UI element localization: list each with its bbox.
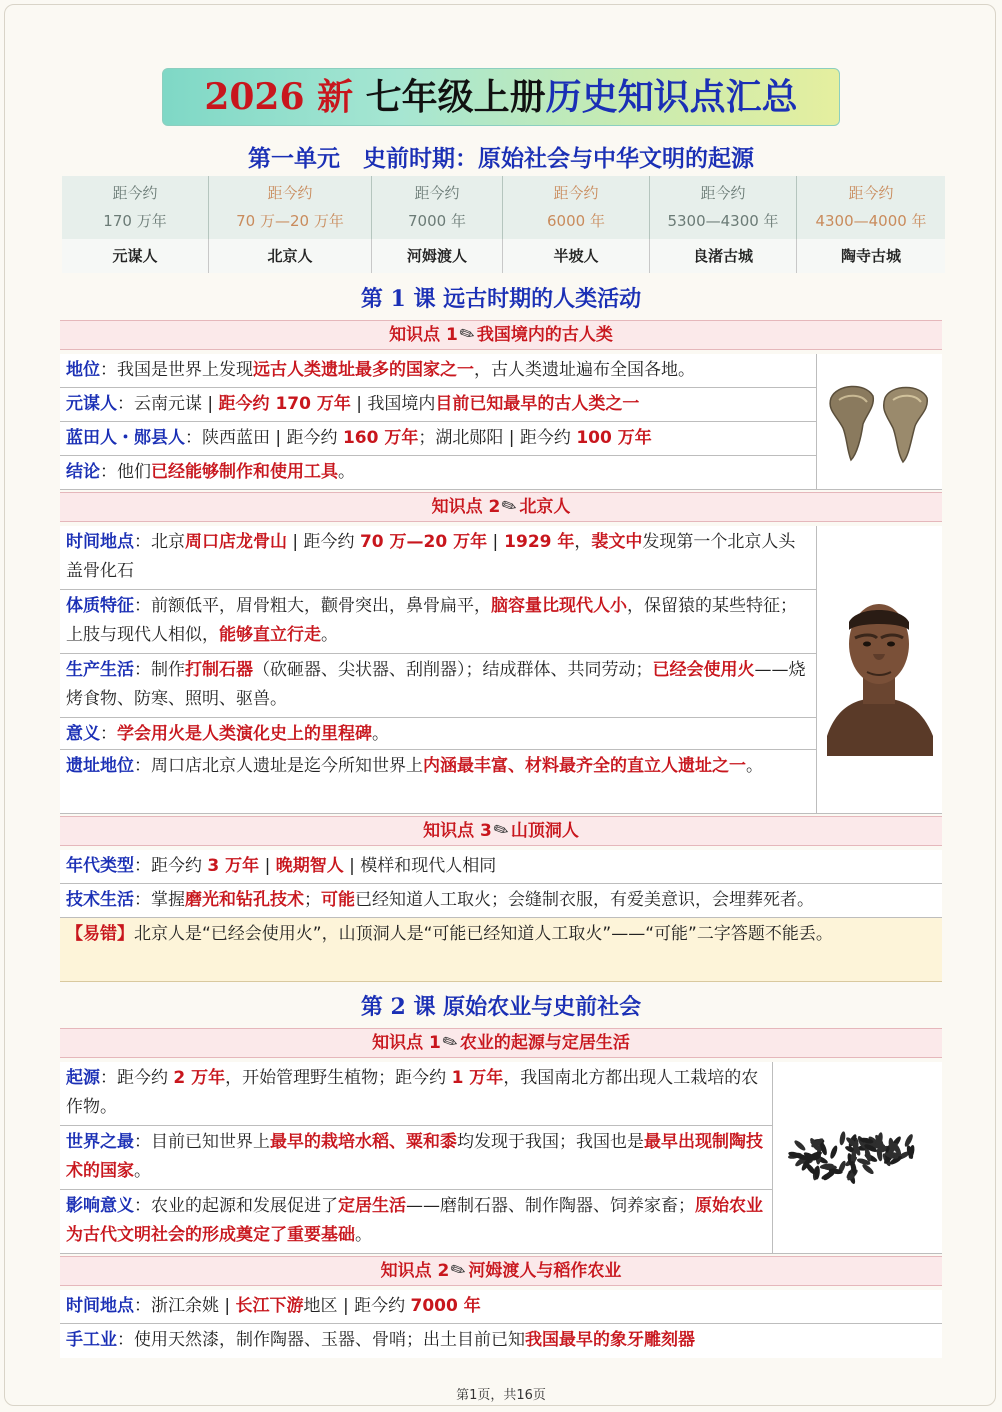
lesson-2-heading: 第 2 课 原始农业与史前社会: [360, 994, 642, 1020]
timeline-site-cell: 河姆渡人: [372, 239, 503, 273]
pencil-icon: ✎: [455, 321, 479, 348]
kp1-2-row-site-status: 遗址地位：周口店北京人遗址是迄今所知世界上内涵最丰富、材料最齐全的直立人遗址之一。: [60, 750, 816, 814]
timeline-time-cell: 距今约 7000 年: [372, 176, 503, 239]
timeline-time-cell: 距今约 6000 年: [503, 176, 650, 239]
timeline-site-cell: 元谋人: [62, 239, 209, 273]
title-new: 新: [317, 76, 354, 118]
rice-grains-image: [772, 1062, 942, 1254]
timeline-time-cell: 距今约 70 万—20 万年: [209, 176, 372, 239]
knowledge-point-1-1-bar: 知识点 1✎我国境内的古人类: [60, 320, 942, 350]
fossil-teeth-image: [816, 354, 942, 490]
peking-man-image: [816, 526, 942, 814]
pencil-icon: ✎: [438, 1029, 462, 1056]
pencil-icon: ✎: [498, 493, 521, 520]
kp1-1-row-lantian: 蓝田人・郧县人：陕西蓝田 | 距今约 160 万年；湖北郧阳 | 距今约 100 万年: [60, 422, 816, 456]
timeline-time-cell: 距今约 170 万年: [62, 176, 209, 239]
timeline-site-cell: 良渚古城: [650, 239, 797, 273]
common-mistake-note: 【易错】北京人是“已经会使用火”，山顶洞人是“可能已经知道人工取火”——“可能”二字答题不能丢。: [60, 918, 942, 982]
kp1-1-row-status: 地位：我国是世界上发现远古人类遗址最多的国家之一，古人类遗址遍布全国各地。: [60, 354, 816, 388]
knowledge-point-2-2-bar: 知识点 2✎河姆渡人与稻作农业: [60, 1256, 942, 1286]
kp2-1-row-origin: 起源：距今约 2 万年，开始管理野生植物；距今约 1 万年，我国南北方都出现人工栽培的农作物。: [60, 1062, 772, 1126]
timeline-time-cell: 距今约 4300—4000 年: [797, 176, 946, 239]
page-footer: 第1页，共16页: [456, 1388, 546, 1403]
kp1-2-row-physique: 体质特征：前额低平，眉骨粗大，颧骨突出，鼻骨扁平，脑容量比现代人小，保留猿的某些特征；上肢与现代人相似，能够直立行走。: [60, 590, 816, 654]
kp2-2-row-time-place: 时间地点：浙江余姚 | 长江下游地区 | 距今约 7000 年: [60, 1290, 942, 1324]
lesson-1-heading: 第 1 课 远古时期的人类活动: [360, 286, 642, 312]
kp1-1-row-yuanmou: 元谋人：云南元谋 | 距今约 170 万年 | 我国境内目前已知最早的古人类之一: [60, 388, 816, 422]
knowledge-point-2-1-bar: 知识点 1✎农业的起源与定居生活: [60, 1028, 942, 1058]
kp2-2-row-handicraft: 手工业：使用天然漆，制作陶器、玉器、骨哨；出土目前已知我国最早的象牙雕刻器: [60, 1324, 942, 1358]
kp1-1-row-conclusion: 结论：他们已经能够制作和使用工具。: [60, 456, 816, 490]
unit-heading: 第一单元 史前时期：原始社会与中华文明的起源: [248, 145, 754, 172]
kp1-3-row-technology: 技术生活：掌握磨光和钻孔技术；可能已经知道人工取火；会缝制衣服，有爱美意识，会埋葬死者。: [60, 884, 942, 918]
pencil-icon: ✎: [447, 1257, 470, 1284]
timeline-table: [62, 176, 945, 273]
knowledge-point-1-2-bar: 知识点 2✎北京人: [60, 492, 942, 522]
page-title: [162, 68, 840, 126]
timeline-site-cell: 陶寺古城: [797, 239, 946, 273]
kp2-1-row-impact: 影响意义：农业的起源和发展促进了定居生活——磨制石器、制作陶器、饲养家畜；原始农业为古代文明社会的形成奠定了重要基础。: [60, 1190, 772, 1254]
title-subject: 历史知识点汇总: [545, 76, 798, 118]
kp2-1-row-world-first: 世界之最：目前已知世界上最早的栽培水稻、粟和黍均发现于我国；我国也是最早出现制陶技术的国家。: [60, 1126, 772, 1190]
title-year: 2026: [204, 76, 305, 118]
title-grade: 七年级上册: [365, 76, 546, 118]
knowledge-point-1-3-bar: 知识点 3✎山顶洞人: [60, 816, 942, 846]
timeline-site-cell: 北京人: [209, 239, 372, 273]
pencil-icon: ✎: [489, 817, 513, 844]
kp1-3-row-era: 年代类型：距今约 3 万年 | 晚期智人 | 模样和现代人相同: [60, 850, 942, 884]
kp1-2-row-time-place: 时间地点：北京周口店龙骨山 | 距今约 70 万—20 万年 | 1929 年，裴文中发现第一个北京人头盖骨化石: [60, 526, 816, 590]
timeline-time-cell: 距今约 5300—4300 年: [650, 176, 797, 239]
timeline-site-cell: 半坡人: [503, 239, 650, 273]
kp1-2-row-significance: 意义：学会用火是人类演化史上的里程碑。: [60, 718, 816, 750]
kp1-2-row-production: 生产生活：制作打制石器（砍砸器、尖状器、刮削器）；结成群体、共同劳动；已经会使用火——烧烤食物、防寒、照明、驱兽。: [60, 654, 816, 718]
